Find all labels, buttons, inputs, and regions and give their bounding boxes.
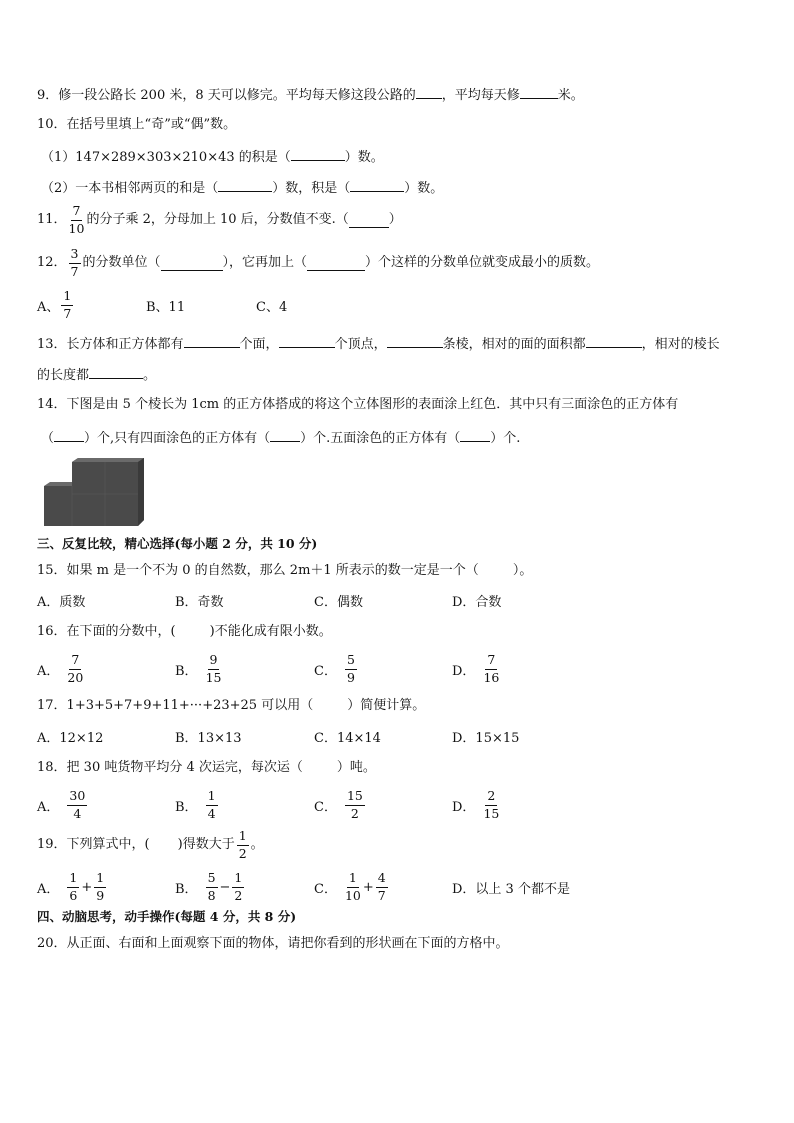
q18-option-b[interactable] [175, 785, 220, 825]
q16-text: 16．在下面的分数中，( [37, 624, 176, 639]
q14-text-3: ）个.五面涂色的正方体有（ [300, 431, 461, 446]
q16-after: )不能化成有限小数。 [209, 624, 332, 639]
q16-option-b-den: 15 [205, 669, 222, 685]
q18-option-d-label: D． [452, 799, 476, 815]
question-10-2 [41, 177, 443, 198]
question-20: 20．从正面、右面和上面观察下面的物体，请把你看到的形状画在下面的方格中。 [37, 936, 509, 951]
q19-option-a-d2: 9 [96, 887, 105, 903]
q19-frac-num: 1 [237, 830, 249, 846]
q10-2-after: ）数。 [404, 181, 444, 196]
q13-text-1: 13．长方体和正方体都有 [37, 337, 184, 352]
q12-option-b[interactable]: B、11 [146, 299, 186, 315]
q17-option-c[interactable]: C．14×14 [314, 730, 381, 746]
q12-number: 12． [37, 255, 67, 270]
q18-option-a[interactable] [37, 785, 89, 825]
q18-text: 18．把 30 吨货物平均分 4 次运完，每次运（ [37, 760, 303, 775]
q19-option-a-d1: 6 [69, 887, 78, 903]
q13-blank-1[interactable] [184, 333, 240, 348]
q19-option-b-n2: 1 [232, 872, 244, 888]
q18-option-a-den: 4 [73, 805, 82, 821]
q10-1-text: （1）147×289×303×210×43 的积是（ [41, 150, 291, 165]
q13-blank-3[interactable] [387, 333, 443, 348]
q13-text-4: 条棱，相对的面的面积都 [442, 337, 586, 352]
q19-option-b-d2: 2 [234, 887, 243, 903]
q19-option-c-frac-2 [376, 872, 388, 902]
q19-option-c-n1: 1 [347, 872, 359, 888]
q19-option-a[interactable] [37, 868, 108, 906]
question-12 [37, 244, 599, 282]
q19-option-a-frac-1 [67, 872, 79, 902]
question-10-title: 10．在括号里填上“奇”或“偶”数。 [37, 117, 237, 132]
q15-option-c[interactable]: C．偶数 [314, 594, 363, 610]
q11-after: ） [388, 212, 402, 227]
q13-blank-4[interactable] [586, 333, 642, 348]
q19-option-c-n2: 4 [376, 872, 388, 888]
q19-frac-den: 2 [238, 845, 247, 861]
q12-option-a-den: 7 [63, 305, 72, 321]
q12-text-1: 的分数单位（ [82, 255, 161, 270]
q11-frac-den: 10 [68, 220, 85, 236]
q18-option-d-fraction [483, 790, 499, 820]
q18-option-b-den: 4 [207, 805, 216, 821]
question-16 [37, 623, 332, 641]
section-3-heading: 三、反复比较，精心选择(每小题 2 分，共 10 分) [37, 536, 318, 551]
q19-option-b-d1: 8 [207, 887, 216, 903]
q18-option-d-num: 2 [485, 790, 497, 806]
q19-option-b-frac-2 [232, 872, 244, 902]
q12-text-2: ），它再加上（ [222, 255, 308, 270]
q18-option-a-num: 30 [67, 790, 87, 806]
q13-text-5: ，相对的棱长 [641, 337, 720, 352]
q19-option-c[interactable] [314, 868, 390, 906]
question-9 [37, 84, 584, 105]
q19-option-a-label: A． [37, 881, 60, 897]
q12-fraction [69, 248, 81, 278]
q17-option-a[interactable]: A．12×12 [37, 730, 104, 746]
q16-option-b-fraction [206, 654, 222, 684]
q19-option-a-frac-2 [94, 872, 106, 902]
q12-blank-2[interactable] [307, 256, 365, 271]
question-11 [37, 202, 402, 238]
q10-2-blank-1[interactable] [218, 177, 272, 192]
q19-mid: )得数大于 [177, 837, 235, 852]
q9-blank-2[interactable] [520, 84, 558, 99]
q17-option-b[interactable]: B．13×13 [175, 730, 242, 746]
question-19 [37, 827, 264, 863]
q19-option-c-d2: 7 [377, 887, 386, 903]
q17-after: ）简便计算。 [347, 698, 426, 713]
q19-option-d[interactable]: D．以上 3 个都不是 [452, 881, 570, 897]
q16-option-c-fraction [345, 654, 357, 684]
q12-frac-den: 7 [70, 263, 79, 279]
q14-blank-2[interactable] [270, 427, 300, 442]
q13-text-3: 个顶点， [334, 337, 387, 352]
q17-text: 17．1+3+5+7+9+11+···+23+25 可以用（ [37, 698, 314, 713]
q12-option-a-num: 1 [61, 290, 73, 306]
q19-option-c-label: C． [314, 881, 337, 897]
q12-option-a-label: A、 [37, 299, 60, 315]
q16-option-d-num: 7 [485, 654, 497, 670]
q18-option-d-den: 15 [483, 805, 500, 821]
q19-option-c-frac-1 [345, 872, 361, 902]
q16-option-c[interactable] [314, 650, 359, 688]
q10-2-text: （2）一本书相邻两页的和是（ [41, 181, 219, 196]
question-10-1 [41, 146, 384, 167]
q19-fraction [237, 830, 249, 860]
question-17 [37, 697, 425, 715]
q19-text: 19．下列算式中，( [37, 837, 150, 852]
q16-option-b[interactable] [175, 650, 223, 688]
q16-option-d-den: 16 [483, 669, 500, 685]
q19-option-b-label: B． [175, 881, 198, 897]
q15-option-a[interactable]: A．质数 [37, 594, 86, 610]
q16-option-d-label: D． [452, 663, 476, 679]
q15-text: 15．如果 m 是一个不为 0 的自然数，那么 2m＋1 所表示的数一定是一个（ [37, 563, 479, 578]
q16-option-a-den: 20 [67, 669, 84, 685]
question-14-line-1: 14．下图是由 5 个棱长为 1cm 的正方体搭成的将这个立体图形的表面涂上红色．其中只有三面涂色的正方体有 [37, 397, 679, 412]
q19-option-b[interactable] [175, 868, 246, 906]
q18-option-d[interactable] [452, 785, 501, 825]
q16-option-a-num: 7 [69, 654, 81, 670]
q19-option-b-n1: 5 [206, 872, 218, 888]
q13-text-7: 。 [143, 368, 157, 383]
q10-2-blank-2[interactable] [350, 177, 404, 192]
q15-option-b[interactable]: B．奇数 [175, 594, 224, 610]
q19-after: 。 [250, 837, 264, 852]
q19-option-b-operator: − [219, 879, 231, 895]
q18-option-a-fraction [67, 790, 87, 820]
q12-option-c[interactable]: C、4 [256, 299, 288, 315]
q12-blank-1[interactable] [161, 256, 223, 271]
q16-option-c-den: 9 [346, 669, 355, 685]
q9-text-mid: ，平均每天修 [441, 88, 520, 103]
q15-after: ）。 [512, 563, 533, 578]
q18-option-b-num: 1 [206, 790, 218, 806]
q15-option-d[interactable]: D．合数 [452, 594, 502, 610]
question-18 [37, 759, 376, 777]
q19-option-a-operator: + [81, 879, 93, 895]
q16-option-d-fraction [483, 654, 499, 684]
q14-blank-3[interactable] [460, 427, 490, 442]
q16-option-b-label: B． [175, 663, 198, 679]
q16-option-b-num: 9 [208, 654, 220, 670]
q11-frac-num: 7 [71, 205, 83, 221]
q14-text-4: ）个. [490, 431, 521, 446]
q12-frac-num: 3 [69, 248, 81, 264]
q18-option-c-fraction [345, 790, 365, 820]
q14-text-2: ）个,只有四面涂色的正方体有（ [84, 431, 271, 446]
question-13-line-1 [37, 333, 720, 354]
q13-text-6: 的长度都 [37, 368, 90, 383]
q10-1-after: ）数。 [344, 150, 384, 165]
q11-blank[interactable] [349, 213, 389, 228]
q13-text-2: 个面， [239, 337, 279, 352]
q16-option-c-label: C． [314, 663, 337, 679]
q18-option-c-num: 15 [345, 790, 365, 806]
q19-option-a-n1: 1 [67, 872, 79, 888]
q16-option-a[interactable] [37, 650, 85, 688]
section-4-heading: 四、动脑思考，动手操作(每题 4 分，共 8 分) [37, 909, 297, 924]
q17-option-d[interactable]: D．15×15 [452, 730, 520, 746]
q18-option-b-fraction [206, 790, 218, 820]
q9-blank-1[interactable] [416, 84, 442, 99]
q11-number: 11． [37, 212, 67, 227]
question-13-line-2 [37, 364, 156, 385]
q14-text-1: （ [41, 431, 55, 446]
q18-option-c[interactable] [314, 785, 367, 825]
q18-option-c-den: 2 [350, 805, 359, 821]
q10-2-mid: ）数，积是（ [272, 181, 351, 196]
q18-option-b-label: B． [175, 799, 198, 815]
q12-option-a[interactable] [37, 287, 75, 323]
q19-option-c-d1: 10 [344, 887, 361, 903]
q12-option-a-fraction [61, 290, 73, 320]
q16-option-a-label: A． [37, 663, 60, 679]
cube-stack-figure [44, 458, 146, 528]
q18-after: ）吨。 [336, 760, 376, 775]
q16-option-c-num: 5 [345, 654, 357, 670]
q9-text-after: 米。 [557, 88, 584, 103]
q10-1-blank[interactable] [291, 146, 345, 161]
q11-text: 的分子乘 2，分母加上 10 后，分数值不变.（ [86, 212, 349, 227]
q11-fraction [69, 205, 85, 235]
q19-option-b-frac-1 [206, 872, 218, 902]
q18-option-c-label: C． [314, 799, 337, 815]
q12-text-3: ）个这样的分数单位就变成最小的质数。 [365, 255, 600, 270]
q13-blank-2[interactable] [279, 333, 335, 348]
question-14-line-2 [41, 427, 520, 448]
question-15 [37, 562, 532, 580]
q13-blank-5[interactable] [89, 364, 143, 379]
q19-option-c-operator: + [362, 879, 374, 895]
q16-option-a-fraction [67, 654, 83, 684]
q19-option-a-n2: 1 [94, 872, 106, 888]
q14-blank-1[interactable] [54, 427, 84, 442]
q16-option-d[interactable] [452, 650, 501, 688]
q18-option-a-label: A． [37, 799, 60, 815]
q9-text: 9．修一段公路长 200 米，8 天可以修完。平均每天修这段公路的 [37, 88, 416, 103]
